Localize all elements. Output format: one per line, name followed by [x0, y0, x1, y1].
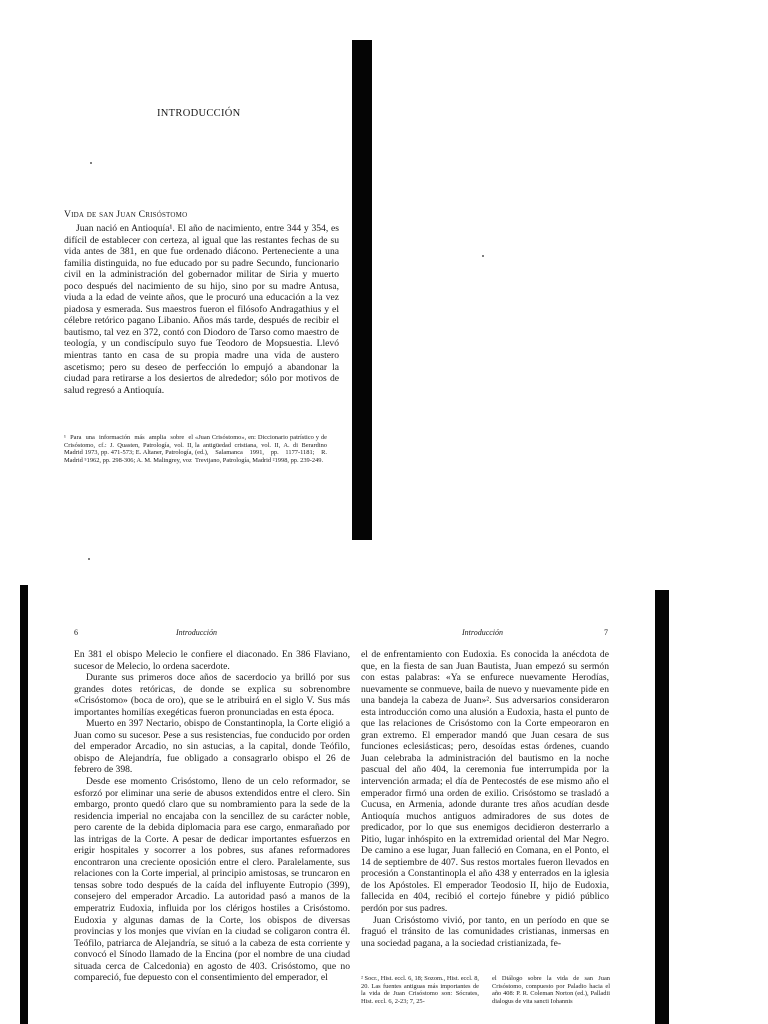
paragraph: el de enfrentamiento con Eudoxia. Es conocida la anécdota de que, en la fiesta de san Juan Bautista, Juan empezó su sermón con estas palabras: «Ya se enfurece nuevamente Herodías, nuevamente se conmueve, baila de nuevo y nuevamente pide en una bandeja la cabeza de Juan»². Sus adversarios consideraron esta introducción como una alusión a Eudoxia, hasta el punto de que las relaciones de Crisóstomo con la Corte empeoraron en gran extremo. El emperador mandó que Juan cesara de sus funciones eclesiásticas; pero, desoídas estas órdenes, cuando Juan celebraba la administración del bautismo en la noche pascual del año 404, la ceremonia fue interrumpida por la intervención armada; el día de Pentecostés de ese mismo año el emperador firmó una orden de exilio. Crisóstomo se trasladó a Cucusa, en Armenia, adonde durante tres años acudían desde Antioquía muchos antiguos admiradores de sus dotes de predicador, por lo que sus enemigos decidieron desterrarlo a Pitio, lugar inhóspito en la extremidad oriental del Mar Negro. De camino a ese lugar, Juan falleció en Comana, en el Ponto, el 14 de septiembre de 407. Sus restos mortales fueron llevados en procesión a Constantinopla el año 438 y enterrados en la iglesia de los Apóstoles. El emperador Teodosio II, hijo de Eudoxia, fallecida en 404, recibió el cortejo fúnebre y pidió público perdón por sus padres. — [361, 649, 609, 915]
running-head: Introducción — [176, 628, 218, 637]
body-text — [64, 223, 339, 396]
footnote: «Juan Crisóstomo», en: Diccionario patrístico y de la antigüedad cristiana, vol. II, A. di Berardino (ed.), Salamanca 1991, pp. 1177-1181; R. Trevijano, Patrología, Madrid ²1998, pp. 239-249. — [195, 434, 327, 464]
section-heading: Vida de san Juan Crisóstomo — [64, 209, 188, 220]
scan-shadow-top — [352, 40, 372, 540]
paragraph: En 381 el obispo Melecio le confiere el diaconado. En 386 Flaviano, sucesor de Melecio, lo ordena sacerdote. — [74, 649, 350, 672]
paragraph: Muerto en 397 Nectario, obispo de Constantinopla, la Corte eligió a Juan como su sucesor. Pese a sus resistencias, fue conducido por orden del emperador Arcadio, no sin astucias, a la capital, donde Teófilo, obispo de Alejandría, fue obligado a consagrarlo obispo el 26 de febrero de 398. — [74, 718, 350, 776]
body-text — [74, 649, 350, 984]
paragraph: Desde ese momento Crisóstomo, lleno de un celo reformador, se esforzó por eliminar una serie de abusos extendidos entre el clero. Sin embargo, pronto quedó claro que su nombramiento para la sede de la residencia imperial no encajaba con la sencillez de su carácter noble, pero carente de la debida diplomacia para ese cargo, enmarañado por las intrigas de la Corte. A pesar de dedicar importantes esfuerzos en erigir hospitales y socorrer a los pobres, sus afanes reformadores encontraron una creciente oposición entre el clero. Paralelamente, sus relaciones con la Corte imperial, al principio amistosas, se truncaron en tensas sobre todo después de la caída del influyente Eutropio (399), consejero del emperador Arcadio. La autoridad pasó a manos de la emperatriz Eudoxia, influida por los clérigos hostiles a Crisóstomo. Eudoxia y algunas damas de la Corte, los obispos de diversas provincias y los monjes que vivían en la ciudad se coligaron contra él. Teófilo, patriarca de Alejandría, se situó a la cabeza de esta corriente y convocó el Sínodo llamado de la Encina (por el nombre de una ciudad situada cerca de Calcedonia) en agosto de 403. Crisóstomo, que no compareció, fue depuesto con el consentimiento del emperador, el — [74, 776, 350, 984]
scan-shadow-right — [655, 590, 669, 1024]
paragraph: Durante sus primeros doce años de sacerdocio ya brilló por sus grandes dotes retóricas, de donde se explica su sobrenombre «Crisóstomo» (boca de oro), que se le atribuirá en el siglo V. Sus más importantes homilías exegéticas fueron pronunciadas en esta época. — [74, 672, 350, 718]
scan-speck — [88, 558, 90, 560]
paragraph: Juan nació en Antioquía¹. El año de nacimiento, entre 344 y 354, es difícil de establecer con certeza, al igual que las restantes fechas de su vida antes de 381, en que fue ordenado diácono. Perteneciente a una familia distinguida, no fue educado por su padre Secundo, funcionario civil en la administración del gobernador militar de Siria y muerto poco después del nacimiento de su hijo, sino por su madre Antusa, viuda a la edad de veinte años, que le procuró una educación a la vez piadosa y esmerada. Sus maestros fueron el filósofo Andragathius y el célebre retórico pagano Libanio. Años más tarde, después de recibir el bautismo, tal vez en 372, contó con Diodoro de Tarso como maestro de teología, y un condiscípulo suyo fue Teodoro de Mopsuestia. Llevó mientras tanto en casa de su propia madre una vida de austero ascetismo; pero su deseo de perfección lo empujó a abandonar la ciudad para retirarse a los desiertos de alrededor; sólo por motivos de salud regresó a Antioquía. — [64, 223, 339, 396]
body-text — [361, 649, 609, 949]
page-number: 6 — [74, 628, 78, 637]
scan-speck — [482, 255, 484, 257]
scan-shadow-left — [20, 585, 28, 1024]
footnote: el Diálogo sobre la vida de san Juan Crisóstomo, compuesto por Paladio hacia el año 408: P. R. Coleman Norton (ed.), Palladii dialogus de vita sancti Iohannis — [492, 975, 610, 1005]
running-head: Introducción — [462, 628, 504, 637]
page-number: 7 — [604, 628, 608, 637]
page-title: INTRODUCCIÓN — [157, 108, 241, 119]
footnote: ¹ Para una información más amplia sobre el Crisóstomo, cf.: J. Quasten, Patrología, vol. II, Madrid 1973, pp. 471-573; E. Altaner, Patrología, Madrid ⁵1962, pp. 298-306; A. M. Malingrey, voz — [64, 434, 193, 464]
footnote: ² Socr., Hist. eccl. 6, 18; Sozom., Hist. eccl. 8, 20. Las fuentes antiguas más importantes de la vida de Juan Crisóstomo son: Sócrates, Hist. eccl. 6, 2-23; 7, 25- — [361, 975, 479, 1005]
scan-speck — [90, 162, 92, 164]
paragraph: Juan Crisóstomo vivió, por tanto, en un período en que se fraguó el tránsito de las comunidades cristianas, inmersas en una sociedad pagana, a la sociedad cristianizada, fe- — [361, 914, 609, 949]
